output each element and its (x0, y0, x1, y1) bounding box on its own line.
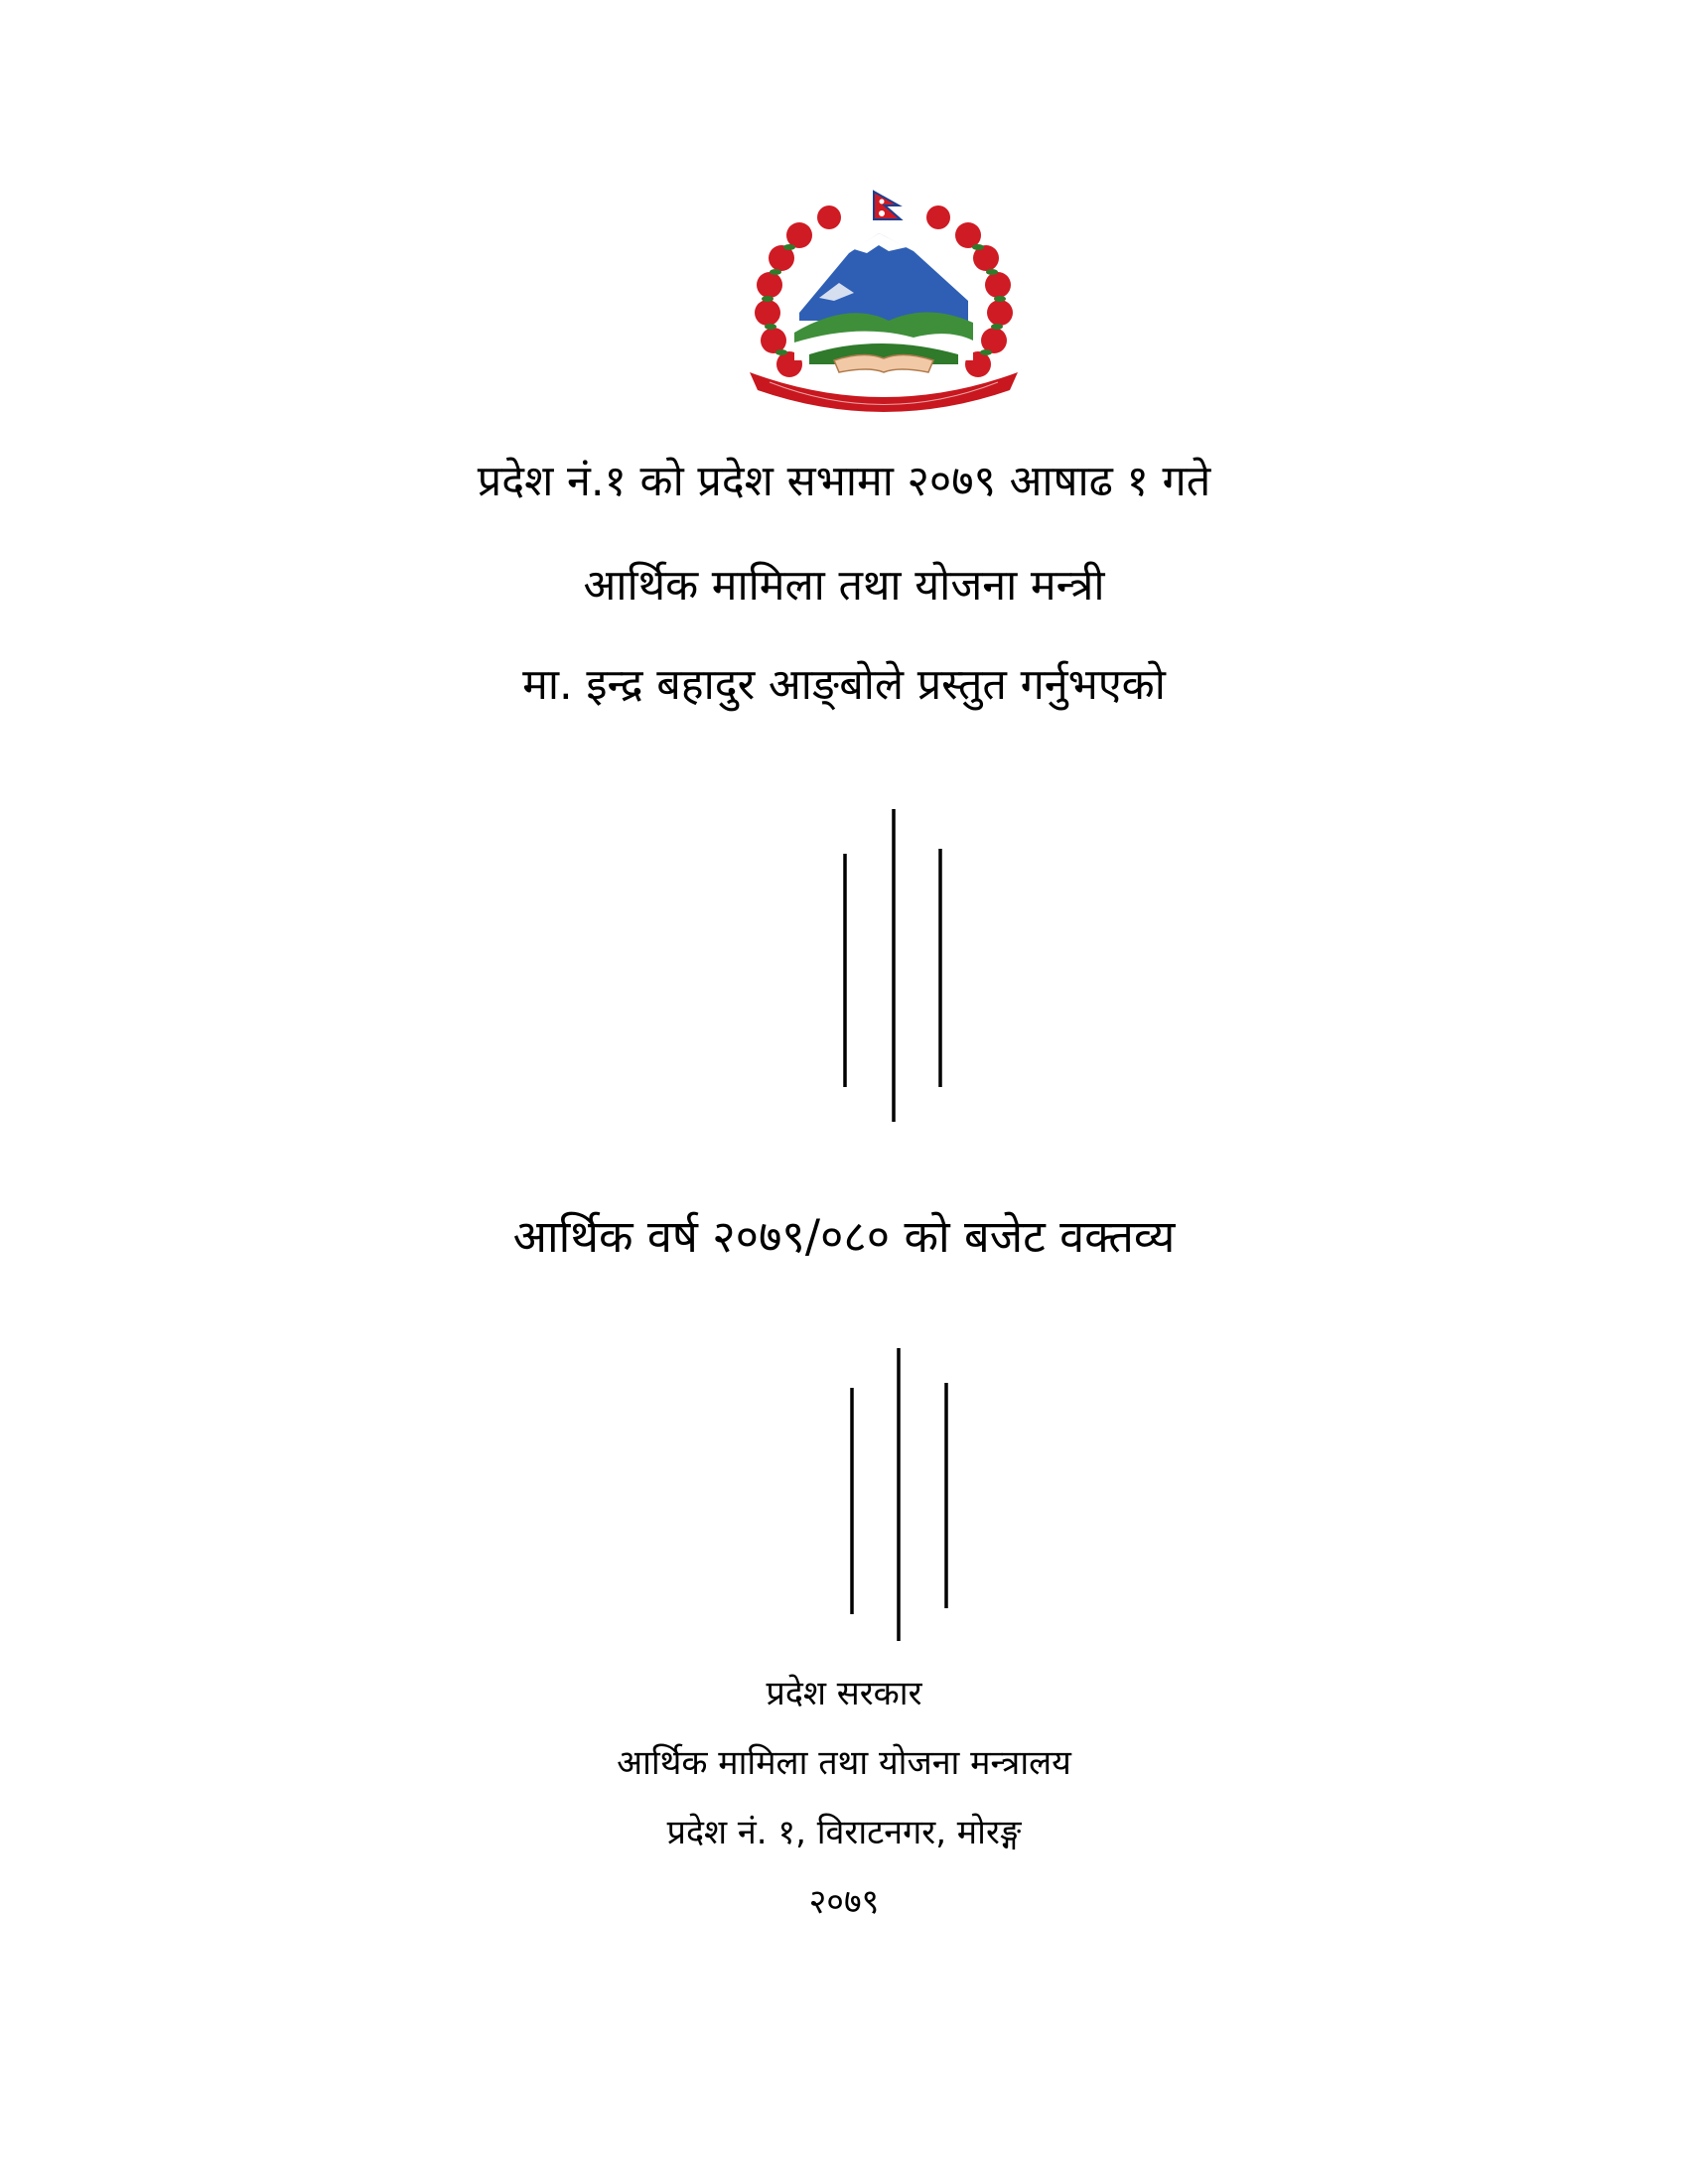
budget-title: आर्थिक वर्ष २०७९/०८० को बजेट वक्तव्य (512, 1210, 1176, 1263)
nepal-flag-icon (874, 192, 901, 219)
footer-government: प्रदेश सरकार (766, 1674, 922, 1713)
footer-ministry: आर्थिक मामिला तथा योजना मन्त्रालय (617, 1743, 1071, 1783)
speech-heading-line-3: मा. इन्द्र बहादुर आङ्बोले प्रस्तुत गर्नुभएको (522, 660, 1166, 710)
hills-icon (794, 312, 973, 364)
motto-ribbon-icon (750, 372, 1018, 412)
footer-year: २०७९ (808, 1882, 880, 1922)
nepal-emblem (740, 184, 1028, 422)
decorative-divider-bottom (0, 1348, 1688, 1646)
footer-address: प्रदेश नं. १, विराटनगर, मोरङ्ग (666, 1813, 1022, 1852)
mountain-icon (799, 233, 968, 321)
speech-heading-line-1: प्रदेश नं.१ को प्रदेश सभामा २०७९ आषाढ १ गते (477, 457, 1211, 506)
decorative-divider-top (0, 809, 1688, 1127)
speech-heading-line-2: आर्थिक मामिला तथा योजना मन्त्री (583, 561, 1105, 611)
